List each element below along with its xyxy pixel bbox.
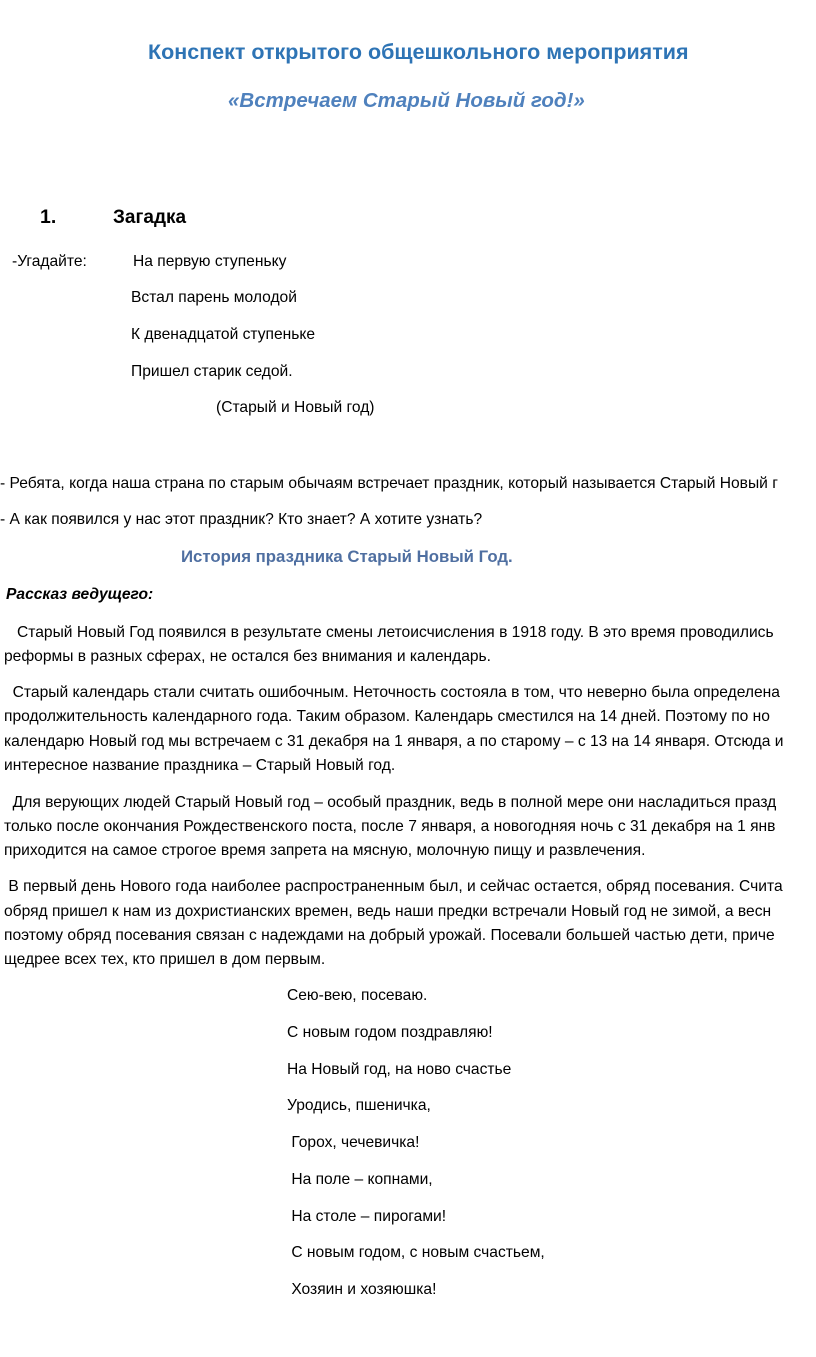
- paragraph-line: щедрее всех тех, кто пришел в дом первым.: [4, 951, 326, 968]
- paragraph-line: В первый день Нового года наиболее распространенным был, и сейчас остается, обряд посевания. Счита: [4, 878, 783, 895]
- document-title: Конспект открытого общешкольного мероприятия: [148, 40, 689, 64]
- riddle-line: На первую ступеньку: [133, 253, 287, 270]
- paragraph-line: приходится на самое строгое время запрета на мясную, молочную пищу и развлечения.: [4, 842, 646, 859]
- paragraph-line: реформы в разных сферах, не остался без внимания и календарь.: [4, 648, 491, 665]
- section-title: Загадка: [113, 207, 187, 228]
- paragraph-line: обряд пришел к нам из дохристианских времен, ведь наши предки встречали Новый год не зимой, а весн: [4, 903, 772, 920]
- poem-line: С новым годом поздравляю!: [287, 1024, 493, 1041]
- poem-line: Уродись, пшеничка,: [287, 1097, 431, 1114]
- poem-line: Хозяин и хозяюшка!: [287, 1281, 437, 1298]
- riddle-prompt: -Угадайте:: [12, 253, 87, 270]
- document-subtitle: «Встречаем Старый Новый год!»: [228, 89, 585, 112]
- paragraph-line: Для верующих людей Старый Новый год – особый праздник, ведь в полной мере они насладиться празд: [4, 794, 777, 811]
- paragraph-line: интересное название праздника – Старый Новый год.: [4, 757, 396, 774]
- poem-line: Горох, чечевичка!: [287, 1134, 420, 1151]
- poem-line: На Новый год, на ново счастье: [287, 1061, 512, 1078]
- dialog-line: - А как появился у нас этот праздник? Кто знает? А хотите узнать?: [0, 511, 483, 528]
- paragraph-line: Старый Новый Год появился в результате смены летоисчисления в 1918 году. В это время проводились: [4, 624, 774, 641]
- dialog-line: - Ребята, когда наша страна по старым обычаям встречает праздник, который называется Старый Новый г: [0, 475, 778, 492]
- poem-line: С новым годом, с новым счастьем,: [287, 1244, 545, 1261]
- lead-label: Рассказ ведущего:: [6, 586, 154, 603]
- paragraph-line: календарю Новый год мы встречаем с 31 декабря на 1 января, а по старому – с 13 на 14 января. Отсюда и: [4, 733, 784, 750]
- riddle-line: К двенадцатой ступеньке: [131, 326, 316, 343]
- paragraph-line: поэтому обряд посевания связан с надеждами на добрый урожай. Посевали большей частью дети, приче: [4, 927, 775, 944]
- riddle-line: Встал парень молодой: [131, 289, 297, 306]
- paragraph-line: Старый календарь стали считать ошибочным. Неточность состояла в том, что неверно была определена: [4, 684, 780, 701]
- history-title: История праздника Старый Новый Год.: [181, 547, 513, 566]
- riddle-line: Пришел старик седой.: [131, 363, 293, 380]
- paragraph-line: только после окончания Рождественского поста, после 7 января, а новогодняя ночь с 31 декабря на 1 янв: [4, 818, 776, 835]
- section-number: 1.: [40, 206, 57, 228]
- poem-line: На столе – пирогами!: [287, 1208, 447, 1225]
- riddle-answer: (Старый и Новый год): [216, 399, 375, 416]
- poem-line: На поле – копнами,: [287, 1171, 433, 1188]
- poem-line: Сею-вею, посеваю.: [287, 987, 428, 1004]
- paragraph-line: продолжительность календарного года. Таким образом. Календарь сместился на 14 дней. Поэтому по но: [4, 708, 770, 725]
